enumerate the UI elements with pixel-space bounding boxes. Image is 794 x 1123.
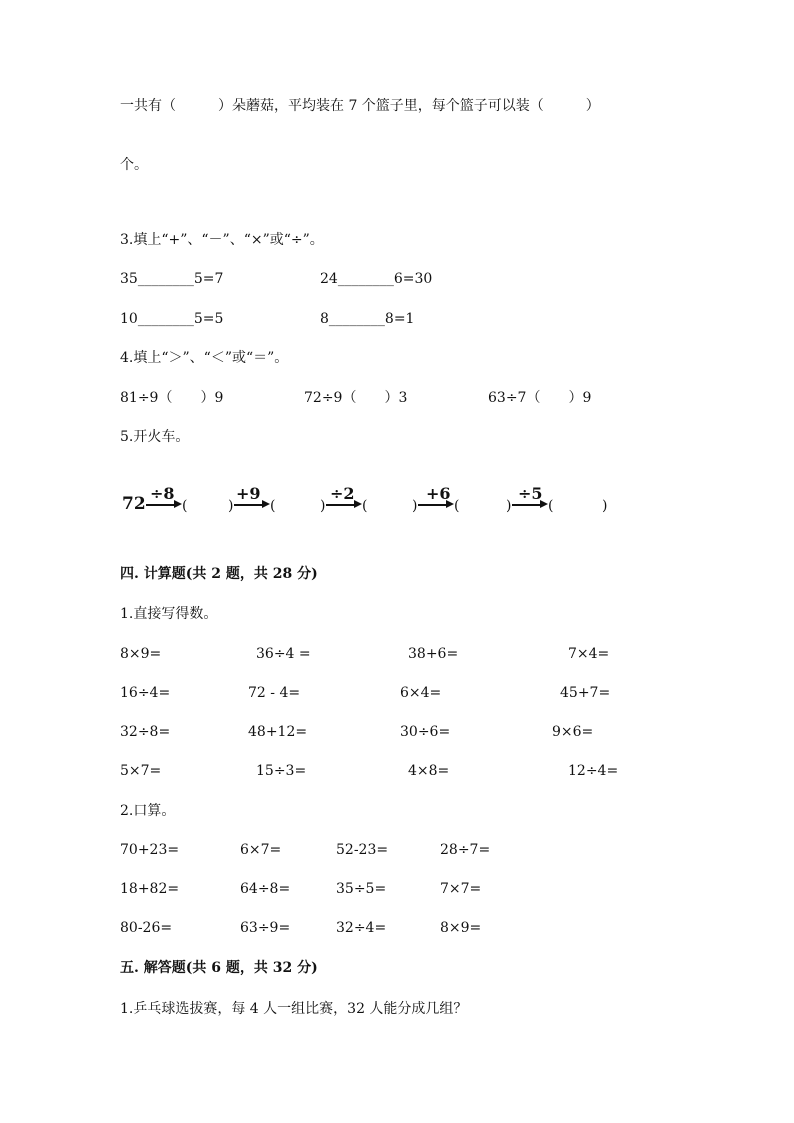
calc-cell: 5×7= xyxy=(120,763,162,779)
q5-title: 5.开火车。 xyxy=(120,429,190,445)
calc-cell: 38+6= xyxy=(408,646,459,662)
train-op-5: ÷5 xyxy=(518,484,543,503)
oral-calc-cell: 6×7= xyxy=(240,842,282,858)
train-step-1 xyxy=(146,484,236,520)
q3-item-2: 24________6=30 xyxy=(320,271,433,287)
section5-q1: 1.乒乓球选拔赛，每 4 人一组比赛，32 人能分成几组？ xyxy=(120,1001,468,1017)
calc-cell: 72 - 4= xyxy=(248,685,301,701)
train-paren-close-3: ) xyxy=(412,498,418,514)
oral-calc-cell: 35÷5= xyxy=(336,881,387,897)
section4-sub1: 1.直接写得数。 xyxy=(120,606,218,622)
train-step-2 xyxy=(228,484,322,520)
section4-sub2: 2.口算。 xyxy=(120,803,176,819)
calc-cell: 36÷4 = xyxy=(256,646,311,662)
calc-cell: 48+12= xyxy=(248,724,308,740)
train-paren-open-2: ( xyxy=(270,498,276,514)
section4-title: 四. 计算题(共 2 题，共 28 分) xyxy=(120,566,318,582)
q3-item-3: 10________5=5 xyxy=(120,311,224,327)
arrow-icon xyxy=(418,504,454,506)
train-paren-open-5: ( xyxy=(548,498,554,514)
oral-calc-cell: 52-23= xyxy=(336,842,389,858)
train-paren-open-1: ( xyxy=(182,498,188,514)
calc-cell: 6×4= xyxy=(400,685,442,701)
q3-item-1: 35________5=7 xyxy=(120,271,224,287)
train-op-4: +6 xyxy=(426,484,451,503)
calc-cell: 8×9= xyxy=(120,646,162,662)
q4-item-1: 81÷9（ ）9 xyxy=(120,390,224,406)
arrow-icon xyxy=(326,504,362,506)
q4-title: 4.填上“＞”、“＜”或“＝”。 xyxy=(120,350,289,366)
train-step-5 xyxy=(506,484,616,520)
oral-calc-cell: 7×7= xyxy=(440,881,482,897)
q3-title: 3.填上“+”、“－”、“×”或“÷”。 xyxy=(120,232,324,248)
calc-cell: 16÷4= xyxy=(120,685,171,701)
oral-calc-cell: 32÷4= xyxy=(336,920,387,936)
train-op-2: +9 xyxy=(236,484,261,503)
oral-calc-cell: 70+23= xyxy=(120,842,180,858)
oral-calc-cell: 28÷7= xyxy=(440,842,491,858)
train-start-number: 72 xyxy=(122,494,146,514)
calc-cell: 30÷6= xyxy=(400,724,451,740)
oral-calc-cell: 8×9= xyxy=(440,920,482,936)
oral-calc-cell: 64÷8= xyxy=(240,881,291,897)
train-diagram xyxy=(122,484,622,520)
train-paren-close-5: ) xyxy=(602,498,608,514)
train-step-4 xyxy=(412,484,506,520)
train-op-1: ÷8 xyxy=(150,484,175,503)
calc-cell: 9×6= xyxy=(552,724,594,740)
calc-cell: 15÷3= xyxy=(256,763,307,779)
train-step-3 xyxy=(320,484,414,520)
oral-calc-cell: 80-26= xyxy=(120,920,173,936)
oral-calc-cell: 63÷9= xyxy=(240,920,291,936)
q4-item-3: 63÷7（ ）9 xyxy=(488,390,592,406)
train-paren-close-2: ) xyxy=(320,498,326,514)
train-paren-close-4: ) xyxy=(506,498,512,514)
calc-cell: 7×4= xyxy=(568,646,610,662)
train-paren-open-4: ( xyxy=(454,498,460,514)
q4-item-2: 72÷9（ ）3 xyxy=(304,390,408,406)
arrow-icon xyxy=(512,504,548,506)
arrow-icon xyxy=(234,504,270,506)
fill-question-line2: 个。 xyxy=(120,157,148,173)
train-paren-close-1: ) xyxy=(228,498,234,514)
oral-calc-cell: 18+82= xyxy=(120,881,180,897)
calc-cell: 32÷8= xyxy=(120,724,171,740)
fill-question-line1: 一共有（ ）朵蘑菇，平均装在 7 个篮子里，每个篮子可以装（ ） xyxy=(120,98,600,114)
q3-item-4: 8________8=1 xyxy=(320,311,415,327)
train-paren-open-3: ( xyxy=(362,498,368,514)
calc-cell: 12÷4= xyxy=(568,763,619,779)
train-op-3: ÷2 xyxy=(330,484,355,503)
section5-title: 五. 解答题(共 6 题，共 32 分) xyxy=(120,960,318,976)
calc-cell: 4×8= xyxy=(408,763,450,779)
calc-cell: 45+7= xyxy=(560,685,611,701)
arrow-icon xyxy=(146,504,182,506)
